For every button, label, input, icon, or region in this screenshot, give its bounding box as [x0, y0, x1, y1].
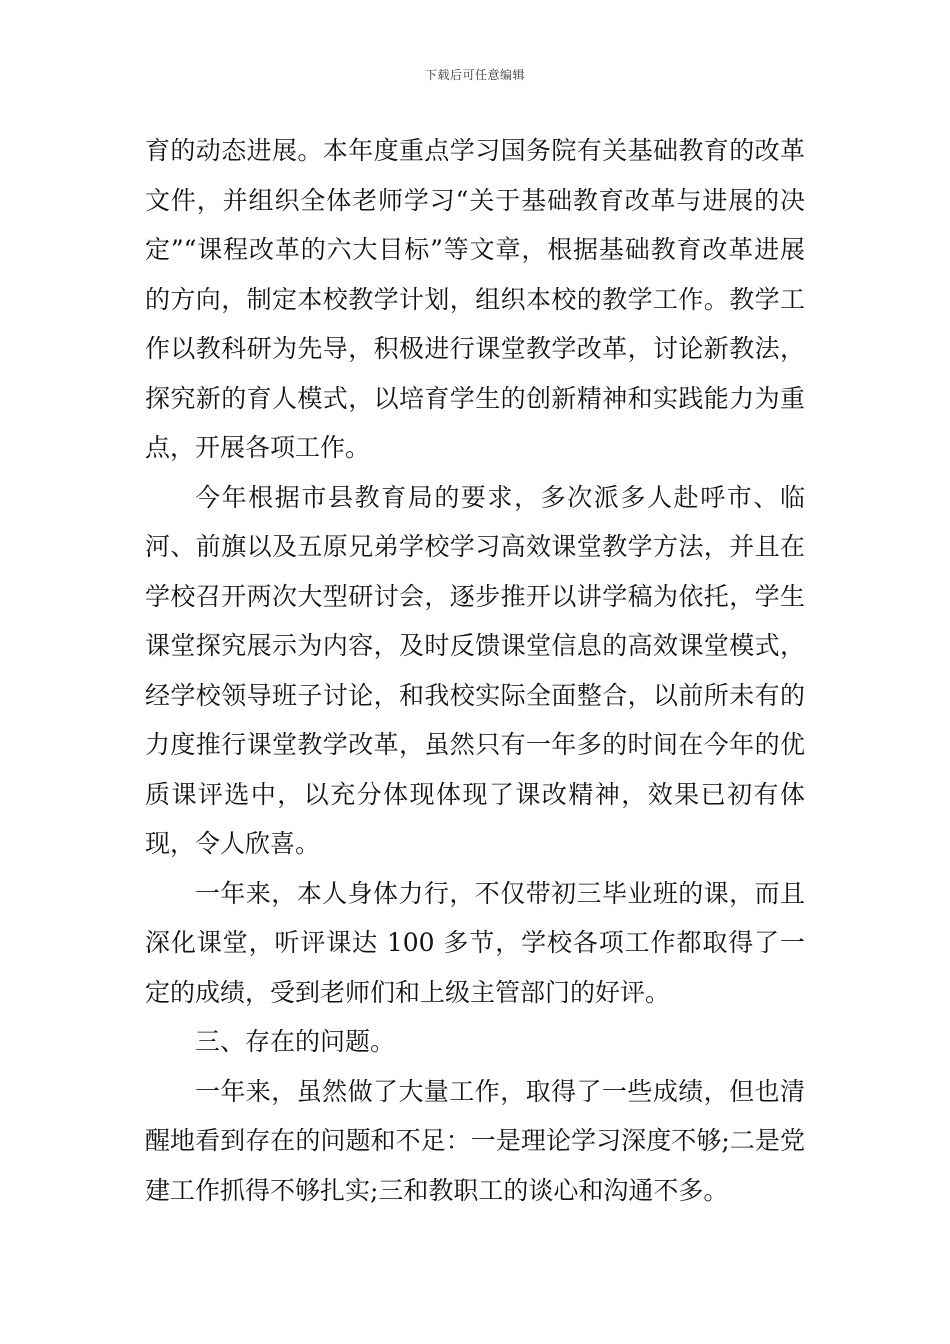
paragraph-personal-work: 一年来，本人身体力行，不仅带初三毕业班的课，而且深化课堂，听评课达 100 多节，学校各项工作都取得了一定的成绩，受到老师们和上级主管部门的好评。	[145, 878, 805, 1007]
paragraph-problems: 一年来，虽然做了大量工作，取得了一些成绩，但也清醒地看到存在的问题和不足：一是理论学习深度不够;二是党建工作抓得不够扎实;三和教职工的谈心和沟通不多。	[145, 1076, 805, 1205]
paragraph-continuation: 育的动态进展。本年度重点学习国务院有关基础教育的改革文件，并组织全体老师学习“关于基础教育改革与进展的决定”“课程改革的六大目标”等文章，根据基础教育改革进展的方向，制定本校教学计划，组织本校的教学工作。教学工作以教科研为先导，积极进行课堂教学改革，讨论新教法，探究新的育人模式，以培育学生的创新精神和实践能力为重点，开展各项工作。	[145, 136, 805, 462]
section-heading-problems: 三、存在的问题。	[195, 1027, 396, 1056]
paragraph-teaching-reform: 今年根据市县教育局的要求，多次派多人赴呼市、临河、前旗以及五原兄弟学校学习高效课堂教学方法，并且在学校召开两次大型研讨会，逐步推开以讲学稿为依托，学生课堂探究展示为内容，及时反馈课堂信息的高效课堂模式，经学校领导班子讨论，和我校实际全面整合，以前所未有的力度推行课堂教学改革，虽然只有一年多的时间在今年的优质课评选中，以充分体现体现了课改精神，效果已初有体现，令人欣喜。	[145, 482, 805, 858]
page-header-note: 下载后可任意编辑	[424, 68, 525, 82]
document-body	[145, 126, 805, 1215]
